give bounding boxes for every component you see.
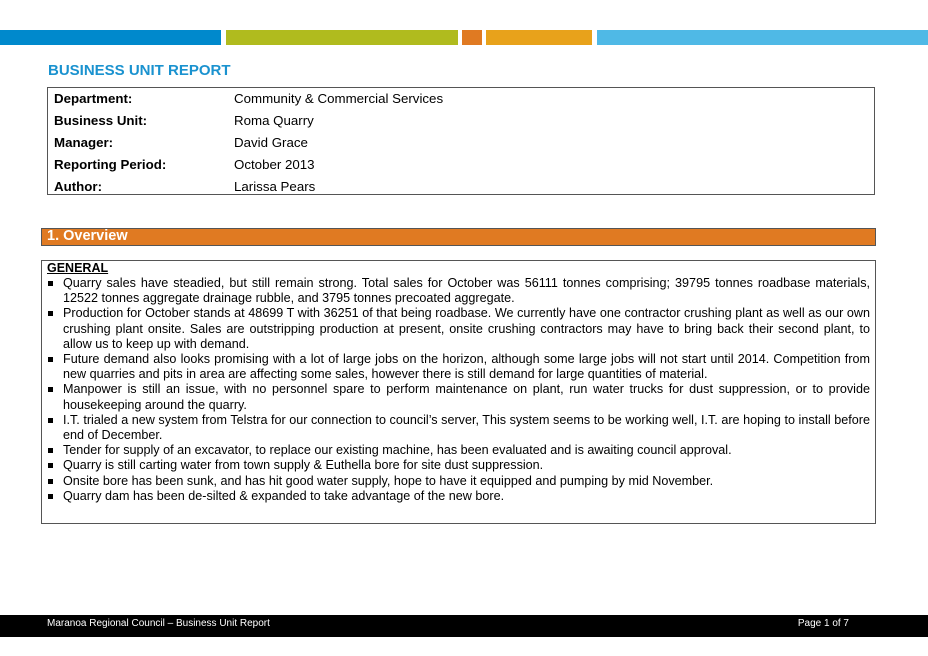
bullet-square-icon (48, 357, 53, 362)
info-label: Author: (54, 179, 102, 194)
bullet-square-icon (48, 463, 53, 468)
list-item (47, 276, 870, 306)
list-item (47, 306, 870, 352)
bullet-square-icon (48, 479, 53, 484)
bullet-square-icon (48, 311, 53, 316)
list-item-text: Quarry dam has been de-silted & expanded to take advantage of the new bore. (63, 488, 505, 503)
list-item (47, 458, 870, 473)
report-title: BUSINESS UNIT REPORT (48, 62, 231, 79)
header-stripe-blue (0, 30, 221, 45)
header-stripe-amber (486, 30, 592, 45)
list-item-text: Onsite bore has been sunk, and has hit good water supply, hope to have it equipped and pumping by mid November. (63, 473, 714, 488)
list-item (47, 352, 870, 382)
section-header-overview (41, 228, 876, 246)
report-info-table (47, 87, 875, 195)
bullet-square-icon (48, 418, 53, 423)
subheading-general: GENERAL (47, 261, 109, 275)
info-label: Business Unit: (54, 113, 148, 128)
header-stripe-light-blue (597, 30, 928, 45)
info-value: October 2013 (234, 157, 315, 172)
overview-bullet-list (47, 276, 870, 504)
info-value: Community & Commercial Services (234, 91, 444, 106)
list-item-text: Tender for supply of an excavator, to replace our existing machine, has been evaluated and is awaiting council approval. (63, 443, 732, 458)
list-item-text: Manpower is still an issue, with no personnel spare to perform maintenance on plant, run water trucks for dust suppression, or to provide housekeeping around the quarry. (63, 382, 870, 412)
list-item-text: Production for October stands at 48699 T with 36251 of that being roadbase. We currently have one contractor crushing plant as well as our own crushing plant onsite. Sales are outstripping production at present, onsite crushing contractors may have to bring back their second plant, to allow us to keep up with demand. (63, 306, 870, 351)
info-label: Manager: (54, 135, 114, 150)
page-footer (0, 615, 928, 637)
footer-document-name: Maranoa Regional Council – Business Unit Report (47, 618, 270, 629)
bullet-square-icon (48, 448, 53, 453)
bullet-square-icon (48, 387, 53, 392)
overview-content-box (41, 260, 876, 524)
list-item (47, 443, 870, 458)
list-item-text: Quarry is still carting water from town supply & Euthella bore for site dust suppression. (63, 458, 544, 473)
info-value: Larissa Pears (234, 179, 316, 194)
bullet-square-icon (48, 494, 53, 499)
list-item-text: I.T. trialed a new system from Telstra for our connection to council’s server, This system seems to be working well, I.T. are hoping to install before end of December. (63, 412, 870, 443)
list-item (47, 474, 870, 489)
bullet-square-icon (48, 281, 53, 286)
info-value: Roma Quarry (234, 113, 314, 128)
footer-page-number: Page 1 of 7 (797, 618, 849, 629)
list-item (47, 413, 870, 443)
list-item (47, 382, 870, 412)
list-item-text: Future demand also looks promising with a lot of large jobs on the horizon, although some large jobs will not start until 2014. Competition from new quarries and pits in area are affecting some sales, however there is still demand for large quantities of material. (63, 352, 870, 382)
list-item-text: Quarry sales have steadied, but still remain strong. Total sales for October was 56111 tonnes comprising; 39795 tonnes roadbase materials, 12522 tonnes aggregate drainage rubble, and 3795 tonnes precoated aggregate. (63, 276, 870, 306)
header-stripe-green (226, 30, 458, 45)
info-value: David Grace (234, 135, 308, 150)
info-label: Reporting Period: (54, 157, 167, 172)
header-stripe-orange (462, 30, 482, 45)
section-title: 1. Overview (47, 228, 128, 244)
list-item (47, 489, 870, 504)
info-label: Department: (54, 91, 133, 106)
